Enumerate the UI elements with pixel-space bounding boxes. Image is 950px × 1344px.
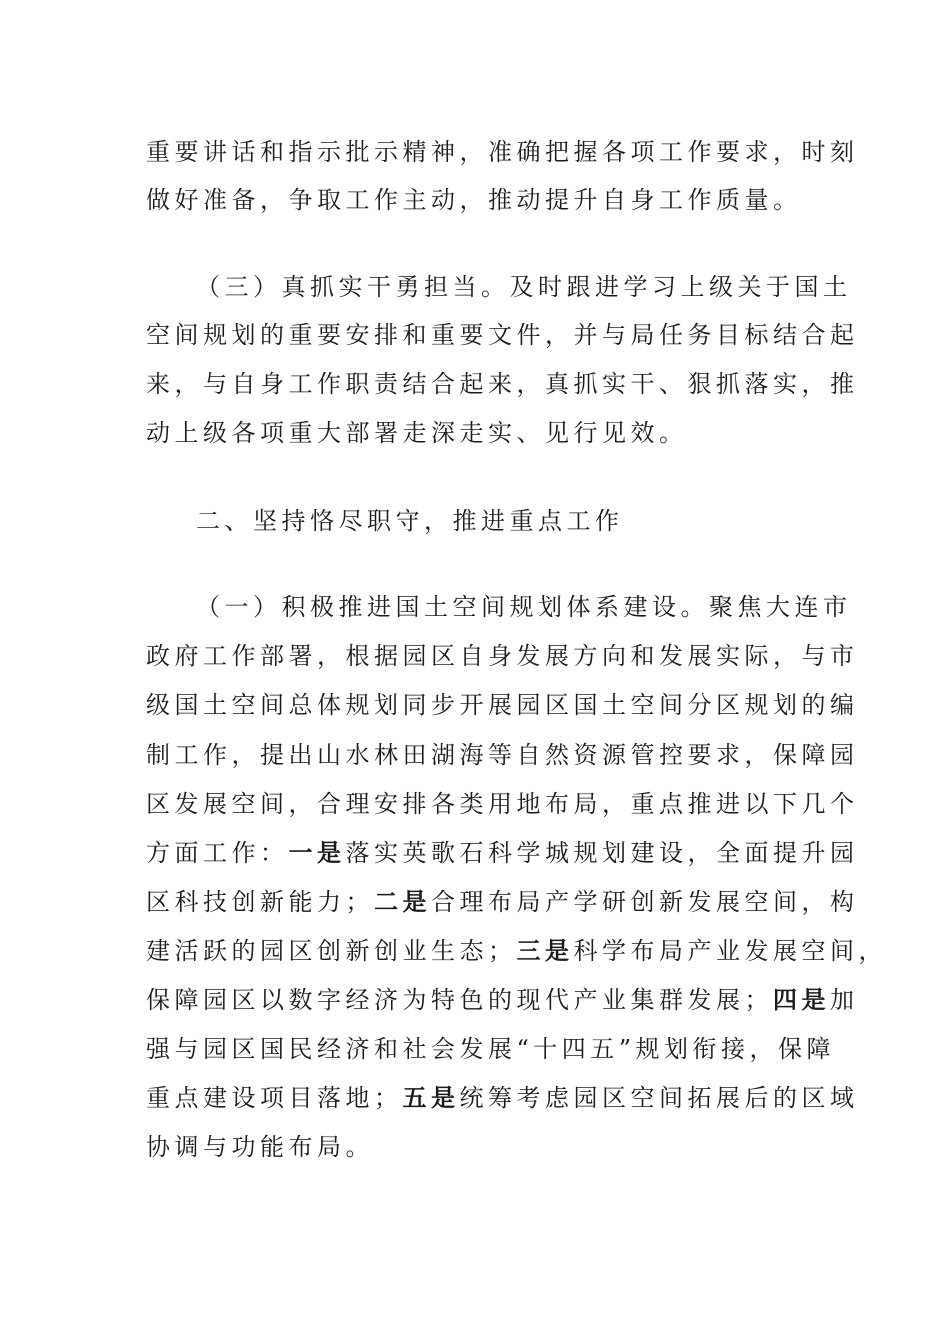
text-line: 重要讲话和指示批示精神，准确把握各项工作要求，时刻: [146, 138, 859, 166]
bold-marker: 四是: [773, 985, 830, 1014]
section-heading: 二、坚持恪尽职守，推进重点工作: [196, 507, 624, 535]
text-segment: 落实英歌石科学城规划建设，全面提升园: [345, 839, 859, 867]
text-line: （一）积极推进国土空间规划体系建设。聚焦大连市: [196, 593, 852, 621]
text-line: 强与园区国民经济和社会发展“十四五”规划衔接，保障: [146, 1035, 836, 1063]
bold-marker: 二是: [374, 887, 431, 916]
text-line: 来，与自身工作职责结合起来，真抓实干、狠抓落实，推: [146, 370, 859, 398]
text-line: 协调与功能布局。: [146, 1133, 374, 1161]
text-segment: 区科技创新能力；: [146, 888, 374, 916]
text-line: 制工作，提出山水林田湖海等自然资源管控要求，保障园: [146, 741, 859, 769]
text-line: [146, 985, 859, 1015]
text-line: 政府工作部署，根据园区自身发展方向和发展实际，与市: [146, 642, 859, 670]
text-segment: 建活跃的园区创新创业生态；: [146, 937, 517, 965]
text-line: 空间规划的重要安排和重要文件，并与局任务目标结合起: [146, 321, 859, 349]
text-segment: 方面工作：: [146, 839, 289, 867]
text-line: [146, 936, 887, 966]
text-segment: 统筹考虑园区空间拓展后的区域: [459, 1084, 859, 1112]
text-line: 区发展空间，合理安排各类用地布局，重点推进以下几个: [146, 790, 859, 818]
text-segment: 合理布局产学研创新发展空间，构: [431, 888, 859, 916]
bold-marker: 一是: [288, 838, 346, 867]
text-segment: 保障园区以数字经济为特色的现代产业集群发展；: [146, 986, 773, 1014]
bold-marker: 三是: [516, 936, 574, 965]
bold-marker: 五是: [402, 1083, 460, 1112]
text-line: 动上级各项重大部署走深走实、见行见效。: [146, 419, 688, 447]
text-segment: 科学布局产业发展空间，: [573, 937, 887, 965]
text-line: [146, 838, 859, 868]
text-line: 做好准备，争取工作主动，推动提升自身工作质量。: [146, 186, 802, 214]
text-line: 级国土空间总体规划同步开展园区国土空间分区规划的编: [146, 691, 859, 719]
text-segment: 加: [830, 986, 859, 1014]
text-line: [146, 887, 859, 917]
text-line: （三）真抓实干勇担当。及时跟进学习上级关于国土: [196, 273, 852, 301]
text-line: [146, 1083, 859, 1113]
text-segment: 重点建设项目落地；: [146, 1084, 403, 1112]
